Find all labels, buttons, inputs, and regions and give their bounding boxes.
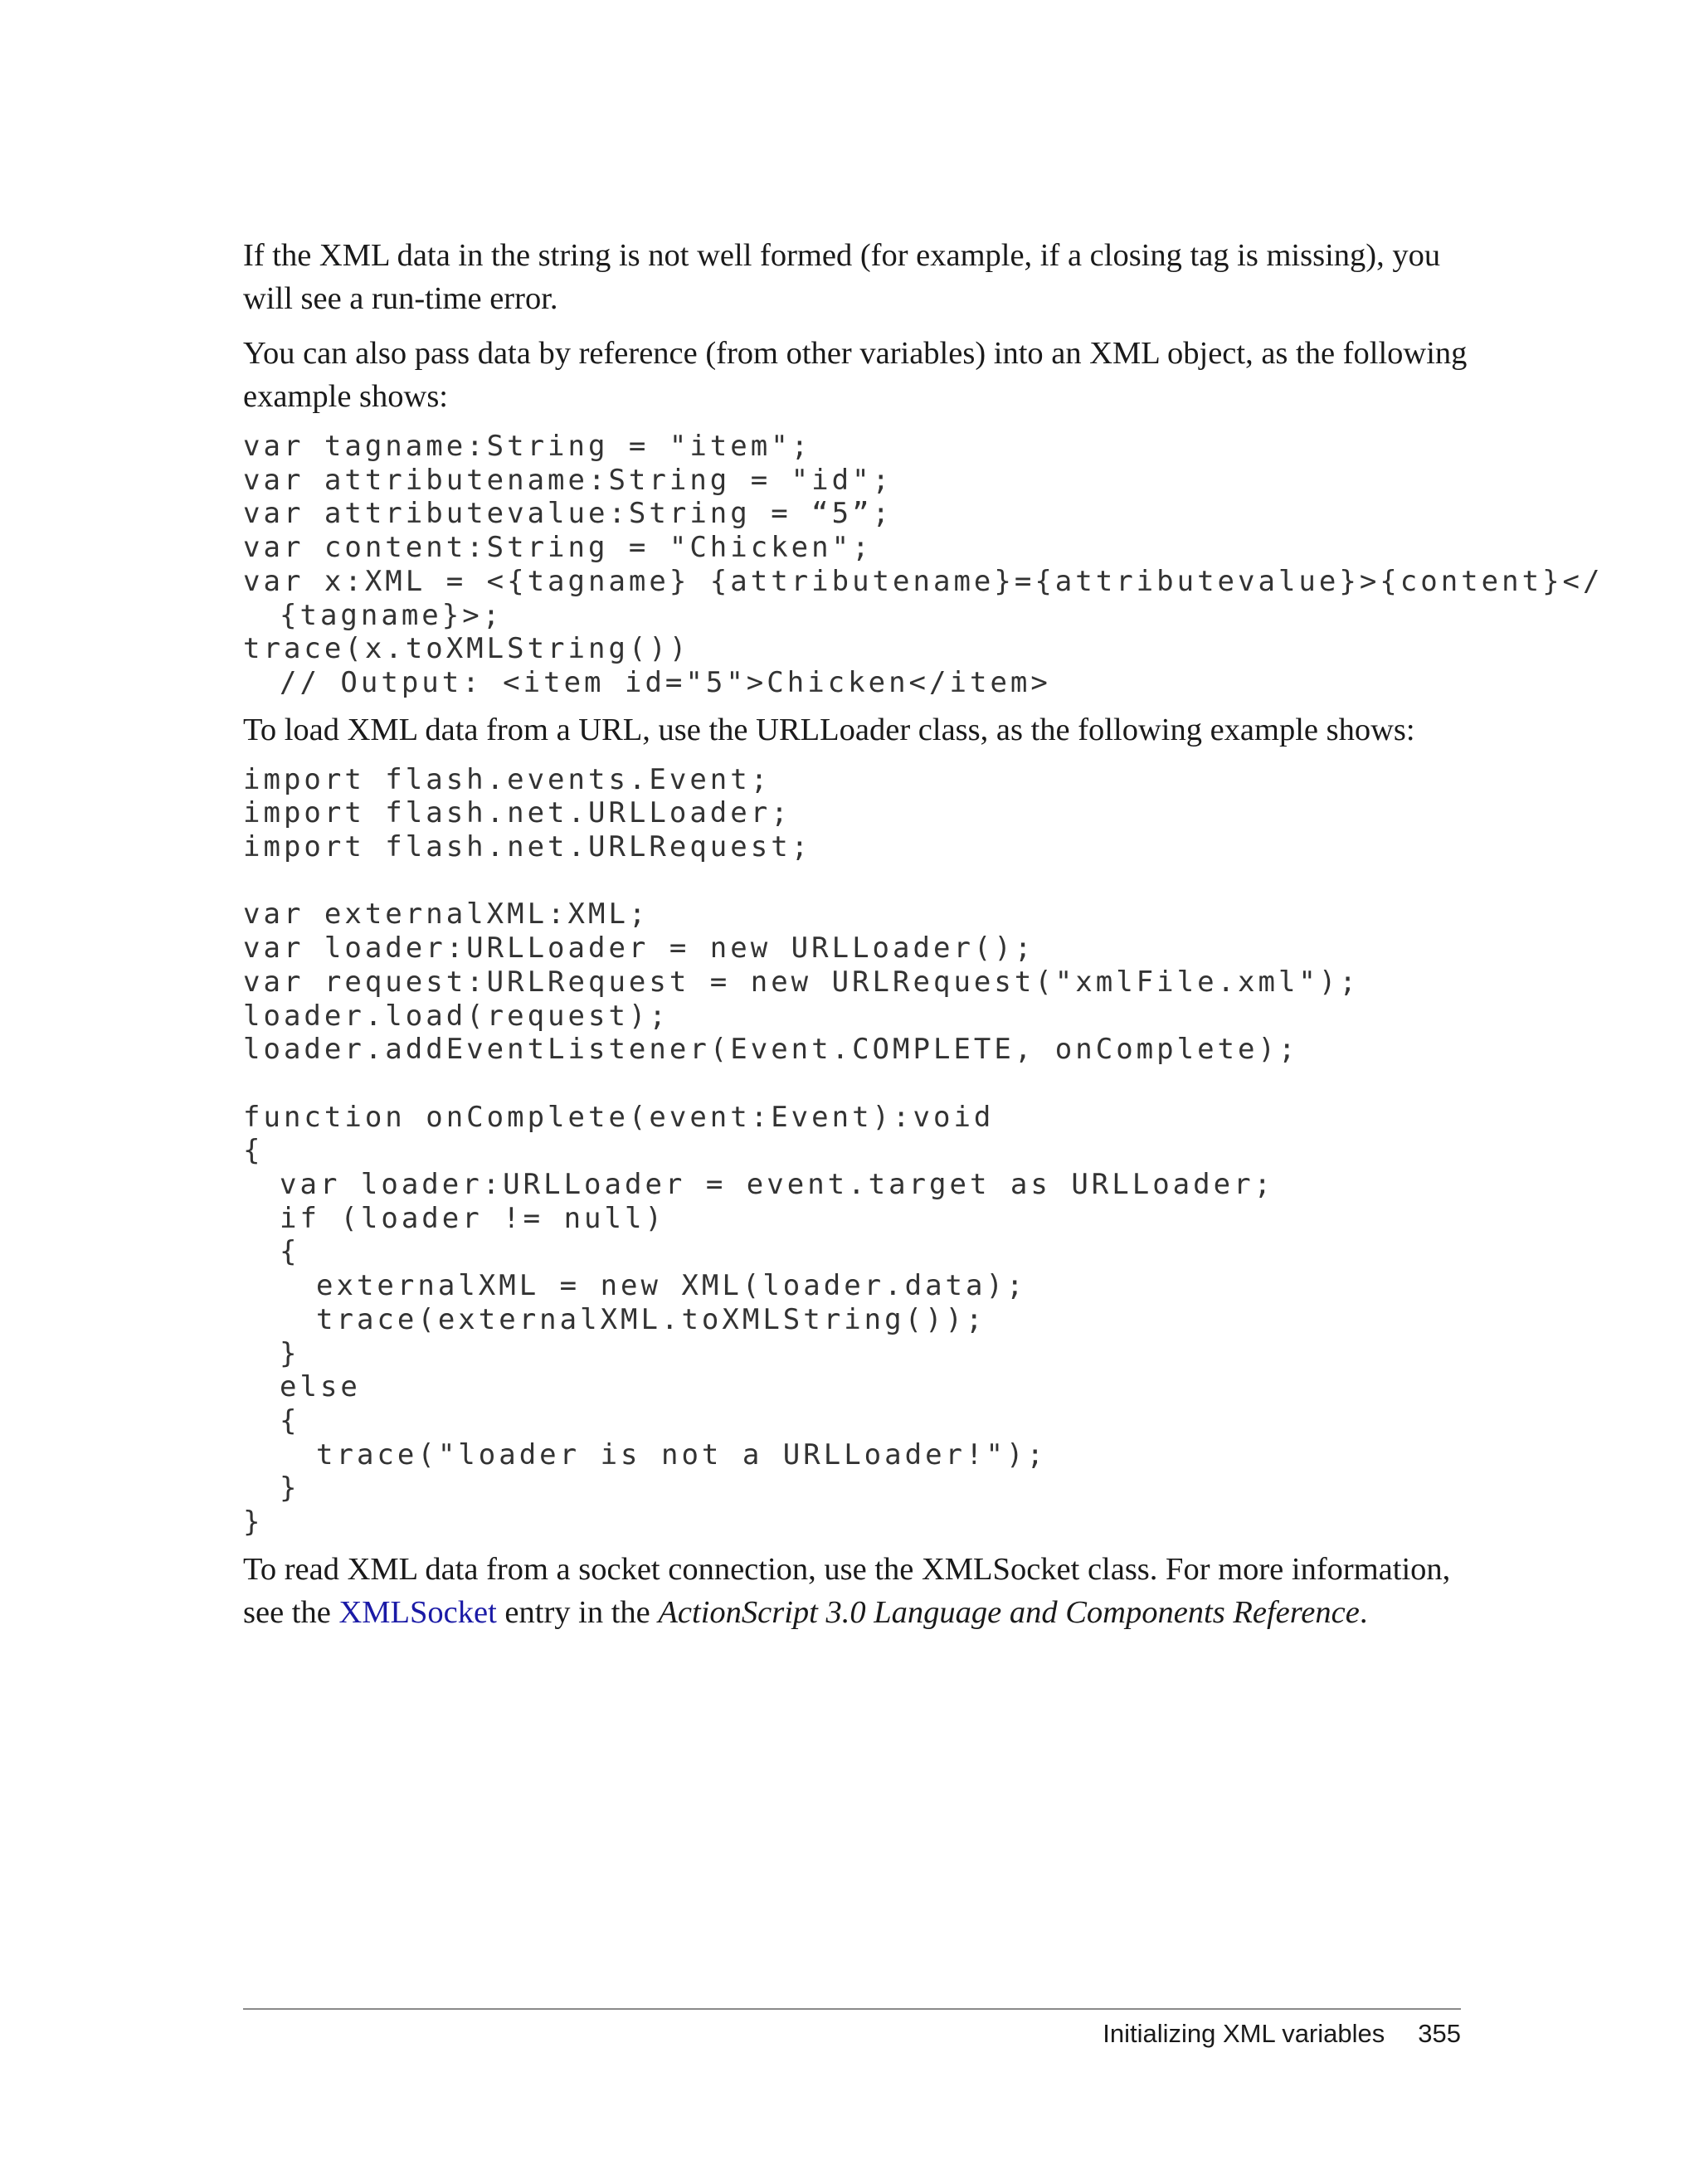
- code-block-reference: [243, 430, 1604, 700]
- code-line: trace("loader is not a URLLoader!");: [316, 1437, 1047, 1471]
- paragraph-text: entry in the: [496, 1594, 659, 1630]
- code-line: {tagname}>;: [280, 598, 504, 632]
- code-line: var attributevalue:String = “5”;: [243, 497, 893, 531]
- code-line: var content:String = "Chicken";: [243, 531, 873, 565]
- code-line: var externalXML:XML;: [243, 897, 650, 931]
- paragraph-load-from-url: To load XML data from a URL, use the URLLoader class, as the following example shows:: [243, 712, 1415, 747]
- code-line: loader.load(request);: [243, 999, 669, 1033]
- page-footer: [1103, 2019, 1461, 2049]
- code-line: import flash.net.URLLoader;: [243, 796, 791, 830]
- code-line-blank: [243, 1067, 1471, 1101]
- code-line: // Output: <item id="5">Chicken</item>: [280, 665, 1051, 699]
- code-line: }: [280, 1336, 300, 1370]
- code-line: import flash.events.Event;: [243, 762, 772, 796]
- code-line: if (loader != null): [280, 1201, 665, 1235]
- code-line: }: [243, 1505, 264, 1540]
- paragraph-pass-by-reference: You can also pass data by reference (from other variables) into an XML object, as the following example shows:: [243, 336, 1468, 414]
- code-line: import flash.net.URLRequest;: [243, 830, 812, 864]
- code-line: else: [280, 1370, 361, 1404]
- code-line: var loader:URLLoader = event.target as URLLoader;: [280, 1168, 1275, 1202]
- code-line-blank: [243, 864, 1471, 898]
- code-line: externalXML = new XML(loader.data);: [316, 1269, 1027, 1303]
- page-content: [243, 234, 1604, 1646]
- code-line: var loader:URLLoader = new URLLoader();: [243, 931, 1035, 966]
- code-line: var attributename:String = "id";: [243, 463, 893, 497]
- paragraph-well-formed: If the XML data in the string is not well formed (for example, if a closing tag is missing), you will see a run-time error.: [243, 238, 1441, 316]
- code-line: var tagname:String = "item";: [243, 430, 812, 463]
- paragraph-text: .: [1359, 1594, 1368, 1630]
- code-line: loader.addEventListener(Event.COMPLETE, onComplete);: [243, 1033, 1299, 1067]
- reference-title: ActionScript 3.0 Language and Components Reference: [658, 1594, 1360, 1630]
- code-line: var x:XML = <{tagname} {attributename}={attributevalue}>{content}</: [243, 564, 1604, 598]
- code-line: trace(externalXML.toXMLString());: [316, 1302, 986, 1336]
- code-line: {: [280, 1235, 300, 1269]
- footer-section-title: Initializing XML variables: [1103, 2019, 1385, 2048]
- paragraph-xmlsocket: [243, 1548, 1471, 1634]
- code-line: {: [280, 1403, 300, 1437]
- page-number: 355: [1418, 2019, 1461, 2048]
- code-line: var request:URLRequest = new URLRequest("xmlFile.xml");: [243, 965, 1360, 999]
- code-line: function onComplete(event:Event):void: [243, 1100, 995, 1134]
- code-line: }: [280, 1471, 300, 1505]
- xmlsocket-link[interactable]: XMLSocket: [338, 1594, 497, 1630]
- footer-divider: [243, 2008, 1461, 2010]
- code-line: {: [243, 1134, 264, 1168]
- code-block-urlloader: [243, 763, 1471, 1540]
- code-line: trace(x.toXMLString()): [243, 632, 690, 666]
- paragraph-text: To read XML data from a socket connection, use the XMLSocket class. For more information, see the: [243, 1551, 1451, 1630]
